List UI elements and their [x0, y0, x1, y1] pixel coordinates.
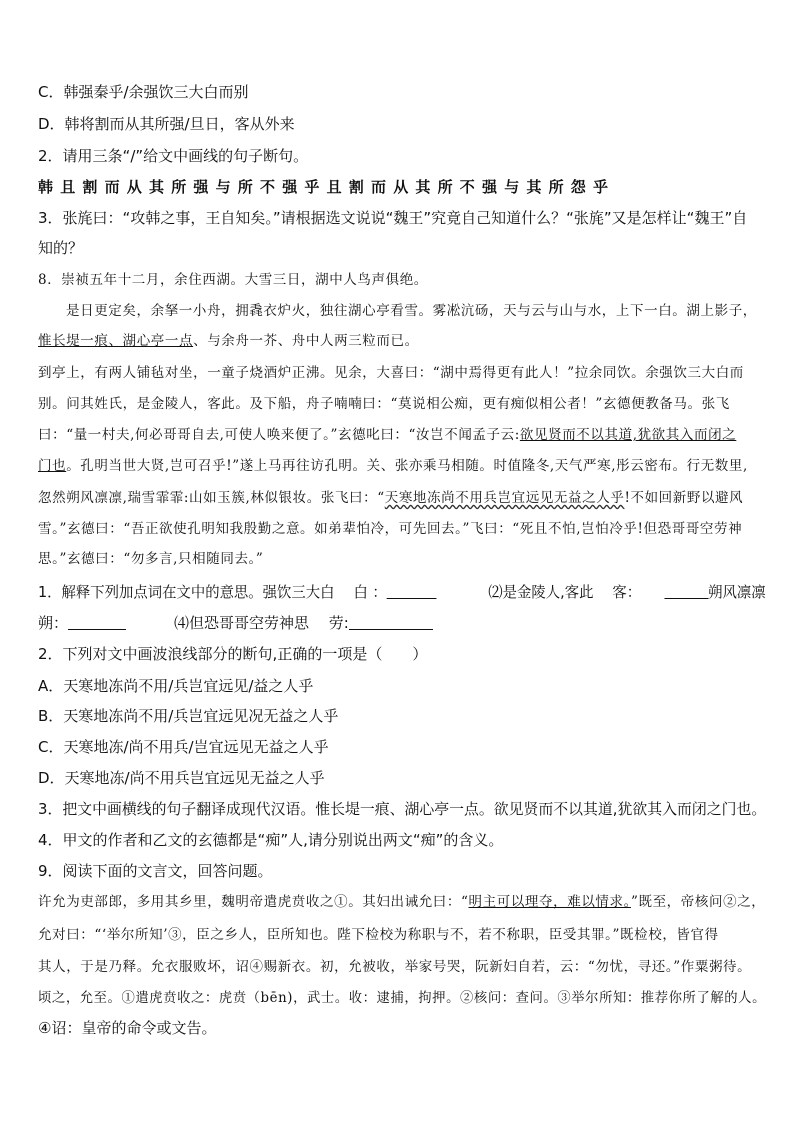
underlined-sentence-2: 欲见贤而不以其道,犹欲其入而闭之 — [519, 427, 737, 443]
passage-8-line2-rest: 、与余舟一芥、舟中人两三粒而已。 — [193, 333, 419, 349]
wavy-underlined-sentence: 天寒地冻尚不用兵岂宜远见无益之人乎 — [384, 490, 625, 506]
question-8-1-line2 — [38, 613, 766, 633]
passage-8-line6 — [38, 456, 766, 476]
passage-8-line5 — [38, 425, 766, 445]
q8-1-part-a: 1．解释下列加点词在文中的意思。强饮三大白 白 ： — [38, 583, 387, 601]
passage-9-line1-rest: ”既至，帝核问②之， — [630, 894, 766, 910]
question-8-3: 3．把文中画横线的句子翻译成现代汉语。惟长堤一痕、湖心亭一点。欲见贤而不以其道,犹欲其入而闭之门也。 — [38, 800, 767, 818]
question-8-2-option-d: D．天寒地冻/尚不用兵岂宜远见无益之人乎 — [38, 769, 325, 787]
blank-bai[interactable] — [387, 584, 437, 599]
passage-9-line2: 允对曰：“‘举尔所知’③，臣之乡人，臣所知也。陛下检校为称职与不，若不称职，臣受其罪。”既检校，皆官得 — [38, 927, 719, 943]
underlined-sentence-1: 惟长堤一痕、湖心亭一点 — [38, 333, 194, 349]
q8-1-part-b: ⑵是金陵人,客此 客： — [488, 583, 642, 601]
question-8-2-option-c: C．天寒地冻/尚不用兵/岂宜远见无益之人乎 — [38, 738, 329, 756]
passage-9-line1 — [38, 892, 766, 912]
passage-8-line7-pre: 忽然朔风凛凛,瑞雪霏霏:山如玉簇,林似银妆。张飞曰：“ — [38, 490, 385, 506]
passage-9-line3: 其人，于是乃释。允衣服败坏，诏④赐新衣。初，允被收，举家号哭，阮新妇自若，云：“勿忧，寻还。”作粟粥待。 — [38, 959, 752, 975]
passage-8-line3: 到亭上，有两人铺毡对坐，一童子烧酒炉正沸。见余，大喜曰：“湖中焉得更有此人！”拉余同饮。余强饮三大白而 — [38, 365, 744, 381]
underlined-quote: 明主可以理夺，难以情求。 — [468, 894, 631, 910]
question-2-title: 2．请用三条“/”给文中画线的句子断句。 — [38, 147, 309, 165]
passage-8-line5-pre: 曰：“量一村夫,何必哥哥自去,可使人唤来便了。”玄德叱曰：“汝岂不闻孟子云: — [38, 427, 520, 443]
underlined-sentence-2-end: 门也 — [38, 458, 67, 474]
passage-8-line7 — [38, 488, 766, 508]
question-8-1-line1 — [38, 582, 766, 602]
passage-8-line4: 别。问其姓氏，是金陵人，客此。及下船，舟子喃喃曰：“莫说相公痴，更有痴似相公者！”玄德便教备马。张飞 — [38, 396, 730, 412]
blank-lao[interactable] — [349, 615, 433, 630]
q8-1-part-d: 朔： — [38, 614, 69, 632]
blank-ke[interactable] — [664, 584, 708, 599]
passage-9-line4: 顷之，允至。①遣虎贲收之：虎贲（bēn)，武士。收：逮捕，拘押。②核问：查问。③举尔所知：推荐你所了解的人。 — [38, 990, 766, 1006]
passage-8-line9: 思。”玄德曰：“勿多言,只相随同去。” — [38, 551, 264, 567]
question-8-2-option-a: A．天寒地冻尚不用/兵岂宜远见/益之人乎 — [38, 677, 314, 695]
question-8-4: 4．甲文的作者和乙文的玄德都是“痴”人,请分别说出两文“痴”的含义。 — [38, 831, 504, 849]
question-2-sentence: 韩且割而从其所强与所不强乎且割而从其所不强与其所怨乎 — [38, 178, 616, 196]
section-9-heading: 9．阅读下面的文言文，回答问题。 — [38, 862, 273, 880]
q8-1-part-e: ⑷但恐哥哥空劳神思 劳: — [174, 614, 349, 632]
passage-8-line1: 是日更定矣，余拏一小舟，拥毳衣炉火，独往湖心亭看雪。雾凇沆砀，天与云与山与水，上下一白。湖上影子， — [66, 303, 757, 319]
question-8-2: 2．下列对文中画波浪线部分的断句,正确的一项是（ ） — [38, 645, 428, 663]
q8-1-part-c: 朔风凛凛 — [708, 583, 766, 601]
option-c: C．韩强秦乎/余强饮三大白而别 — [38, 83, 249, 101]
question-3-line1: 3．张旄曰：“攻韩之事，王自知矣。”请根据选文说说“魏王”究竟自己知道什么？“张旄”又是怎样让“魏王”自 — [38, 209, 748, 227]
passage-8-line6-rest: 。孔明当世大贤,岂可召乎!”遂上马再往访孔明。关、张亦乘马相随。时值隆冬,天气严寒,彤云密布。行无数里, — [66, 458, 748, 474]
passage-9-line1-pre: 许允为吏部郎，多用其乡里，魏明帝遣虎贲收之①。其妇出诫允曰：“ — [38, 894, 469, 910]
passage-8-line2 — [38, 331, 766, 351]
question-3-line2: 知的？ — [38, 239, 84, 257]
passage-9-line5: ④诏：皇帝的命令或文告。 — [38, 1019, 217, 1037]
passage-8-line8: 雪。”玄德曰：“吾正欲使孔明知我殷勤之意。如弟辈怕冷，可先回去。”飞曰：“死且不怕,岂怕冷乎!但恐哥哥空劳神 — [38, 521, 743, 537]
option-d: D．韩将割而从其所强/旦日，客从外来 — [38, 115, 295, 133]
question-8-2-option-b: B．天寒地冻尚不用/兵岂宜远见况无益之人乎 — [38, 707, 339, 725]
passage-8-line7-rest: !不如回新野以避风 — [624, 490, 744, 506]
section-8-heading: 8．崇祯五年十二月，余住西湖。大雪三日，湖中人鸟声俱绝。 — [38, 272, 428, 288]
blank-shuo[interactable] — [68, 615, 126, 630]
